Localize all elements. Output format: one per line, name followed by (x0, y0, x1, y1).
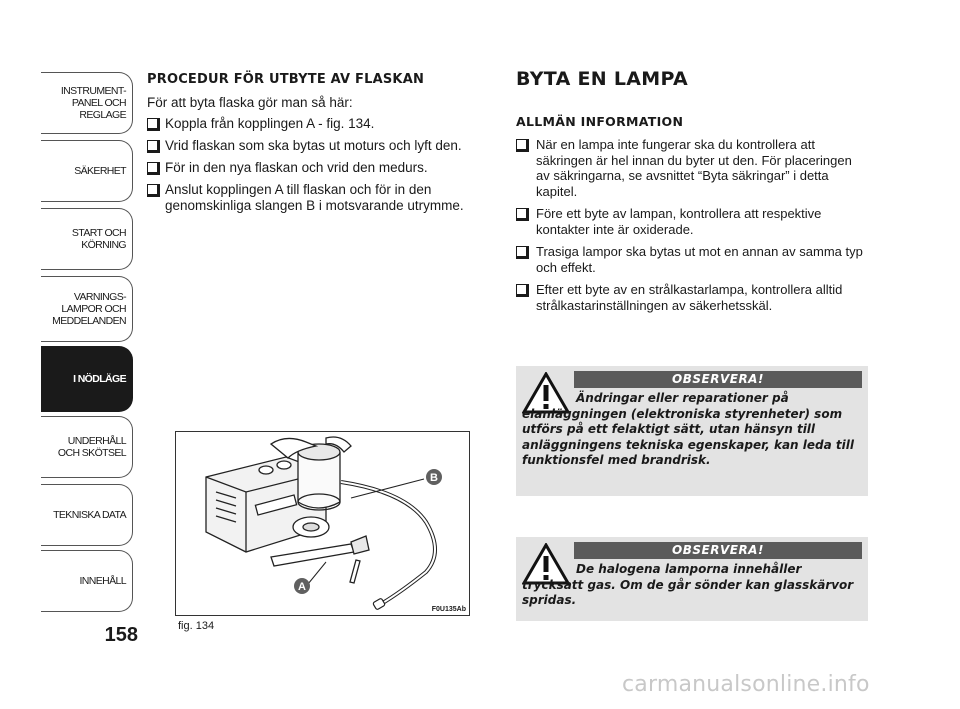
lamp-title: BYTA EN LAMPA (516, 68, 689, 90)
checkbox-bullet-icon (516, 208, 527, 219)
label-a-marker (294, 578, 310, 594)
info-text: När en lampa inte fungerar ska du kontrollera att säkringen är hel innan du byter ut den. För placeringen av säkringarna, se avsnittet “Byta säkringar” i detta kapitel. (536, 137, 852, 199)
tab-varningslampor[interactable]: VARNINGS- LAMPOR OCH MEDDELANDEN (41, 276, 133, 342)
warning-text: Ändringar eller reparationer på elanläggningen (elektroniska styrenheter) som utförs på ett felaktigt sätt, utan hänsyn till anläggningens tekniska egenskaper, kan leda till funktionsfel med brandrisk. (522, 391, 854, 467)
warning-box-halogen (516, 537, 868, 621)
list-item (516, 137, 866, 199)
warning-heading: OBSERVERA! (574, 542, 862, 559)
lamp-section (516, 68, 871, 320)
info-text: Före ett byte av lampan, kontrollera att respektive kontakter inte är oxiderade. (536, 206, 822, 237)
label-b: B (430, 472, 438, 484)
page-number: 158 (104, 624, 138, 646)
compressor-figure (175, 431, 470, 616)
tab-i-nodlage[interactable]: I NÖDLÄGE (41, 346, 133, 412)
checkbox-bullet-icon (147, 184, 158, 195)
general-info-title: ALLMÄN INFORMATION (516, 114, 684, 129)
tab-instrument-panel[interactable]: INSTRUMENT- PANEL OCH REGLAGE (41, 72, 133, 134)
checkbox-bullet-icon (147, 118, 158, 129)
tab-start-och-korning[interactable]: START OCH KÖRNING (41, 208, 133, 270)
step-text: För in den nya flaskan och vrid den medurs. (165, 160, 428, 175)
list-item (516, 206, 866, 237)
warning-box-electrical (516, 366, 868, 496)
step-text: Anslut kopplingen A till flaskan och för in den genomskinliga slangen B i motsvarande utrymme. (165, 182, 464, 213)
procedure-steps (147, 116, 482, 214)
procedure-title: PROCEDUR FÖR UTBYTE AV FLASKAN (147, 72, 425, 87)
step-text: Koppla från kopplingen A - fig. 134. (165, 116, 375, 131)
checkbox-bullet-icon (516, 284, 527, 295)
checkbox-bullet-icon (147, 140, 158, 151)
tab-innehall[interactable]: INNEHÅLL (41, 550, 133, 612)
list-item (516, 244, 866, 275)
general-info-list (516, 137, 866, 313)
watermark: carmanualsonline.info (622, 672, 870, 697)
warning-heading: OBSERVERA! (574, 371, 862, 388)
procedure-intro: För att byta flaska gör man så här: (147, 95, 353, 110)
info-text: Efter ett byte av en strålkastarlampa, kontrollera alltid strålkastarinställningen av säkerhetsskäl. (536, 282, 843, 313)
list-item (147, 182, 482, 214)
tab-sakerhet[interactable]: SÄKERHET (41, 140, 133, 202)
compressor-illustration (176, 432, 470, 616)
label-b-marker (426, 469, 442, 485)
checkbox-bullet-icon (516, 139, 527, 150)
list-item (147, 160, 482, 176)
tab-tekniska-data[interactable]: TEKNISKA DATA (41, 484, 133, 546)
procedure-section (147, 72, 482, 220)
figure-caption: fig. 134 (178, 620, 215, 632)
info-text: Trasiga lampor ska bytas ut mot en annan av samma typ och effekt. (536, 244, 863, 275)
list-item (516, 282, 866, 313)
step-text: Vrid flaskan som ska bytas ut moturs och lyft den. (165, 138, 462, 153)
warning-text: De halogena lamporna innehåller trycksatt gas. Om de går sönder kan glasskärvor spridas. (522, 562, 854, 607)
list-item (147, 116, 482, 132)
checkbox-bullet-icon (147, 162, 158, 173)
figure-code: F0U135Ab (431, 606, 466, 613)
checkbox-bullet-icon (516, 246, 527, 257)
tab-underhall[interactable]: UNDERHÅLL OCH SKÖTSEL (41, 416, 133, 478)
label-a: A (298, 581, 306, 593)
list-item (147, 138, 482, 154)
